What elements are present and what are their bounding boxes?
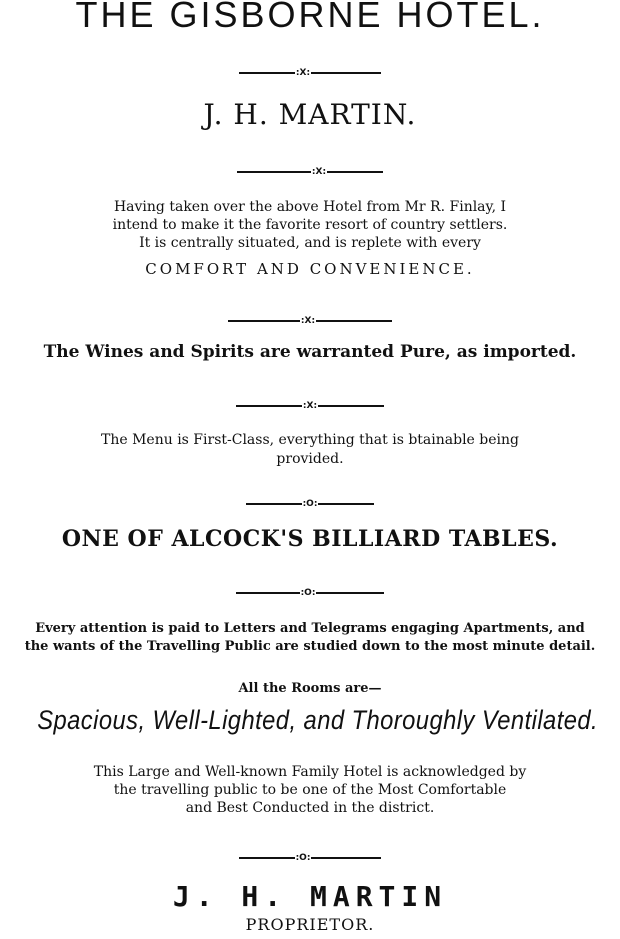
menu-line-2: provided. [276,451,344,467]
proprietor-heading: J. H. MARTIN. [203,98,417,131]
ornament-divider: :X: [0,395,620,407]
family-line-1: This Large and Well-known Family Hotel is acknowledged by [93,764,527,780]
ornament-divider: :X: [0,62,620,74]
rooms-lead: All the Rooms are— [238,681,382,696]
ornament-divider: :O: [0,493,620,505]
family-line-3: and Best Conducted in the district. [185,800,435,816]
hotel-title: THE GISBORNE HOTEL. [75,0,545,35]
intro-comfort-line: COMFORT AND CONVENIENCE. [145,260,475,278]
ornament-divider: :O: [0,582,620,594]
family-line-2: the travelling public to be one of the Most Comfortable [113,782,507,798]
billiards-line: ONE OF ALCOCK'S BILLIARD TABLES. [61,526,559,552]
intro-line-2: intend to make it the favorite resort of country settlers. [112,217,508,233]
intro-line-3: It is centrally situated, and is replete with every [139,235,481,251]
intro-line-1: Having taken over the above Hotel from Mr R. Finlay, I [113,199,507,215]
signature-name: J. H. MARTIN [172,880,448,913]
wines-line: The Wines and Spirits are warranted Pure, as imported. [43,342,577,362]
attention-line-1: Every attention is paid to Letters and Telegrams engaging Apartments, and [35,621,585,636]
rooms-italic-line: Spacious, Well-Lighted, and Thoroughly Ventilated. [37,705,599,735]
ornament-divider: :X: [0,310,620,322]
attention-line-2: the wants of the Travelling Public are studied down to the most minute detail. [24,639,596,654]
ornament-divider: :X: [0,161,620,173]
signature-role: PROPRIETOR. [245,915,375,934]
menu-line-1: The Menu is First-Class, everything that is btainable being [101,432,519,448]
ornament-divider: :O: [0,847,620,859]
